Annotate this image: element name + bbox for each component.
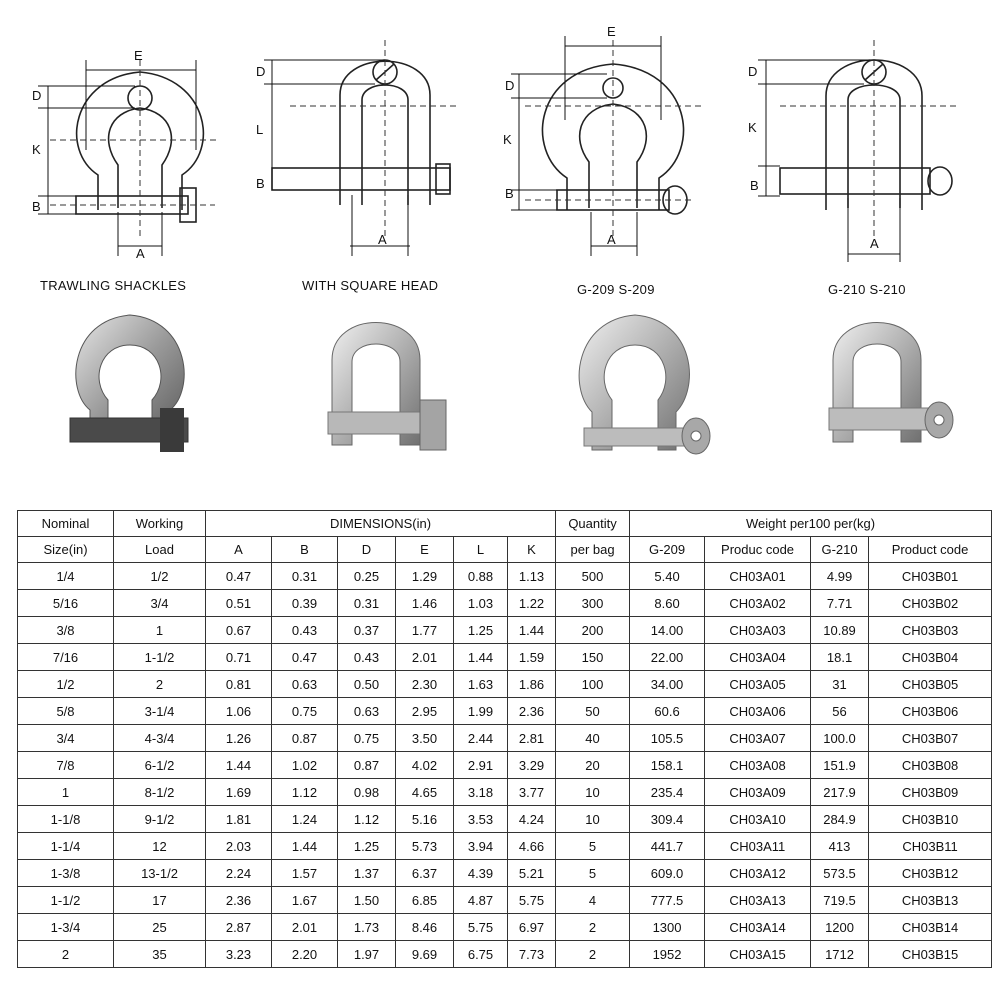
cell-working-load: 35: [114, 941, 206, 968]
table-row: [18, 833, 992, 860]
cell-dim-a: 1.81: [206, 806, 272, 833]
cell-nominal-size: 7/8: [18, 752, 114, 779]
cell-dim-a: 0.81: [206, 671, 272, 698]
cell-dim-d: 1.37: [338, 860, 396, 887]
cell-quantity: 5: [556, 860, 630, 887]
cell-dim-d: 1.50: [338, 887, 396, 914]
dim-label-a: A: [607, 232, 616, 247]
dim-label-b: B: [505, 186, 514, 201]
cell-dim-l: 3.94: [454, 833, 508, 860]
cell-dim-a: 1.06: [206, 698, 272, 725]
photo-trawling-shackle: [60, 300, 200, 470]
table-body: [18, 563, 992, 968]
cell-dim-a: 0.67: [206, 617, 272, 644]
cell-dim-l: 6.75: [454, 941, 508, 968]
cell-g210-weight: 1200: [811, 914, 869, 941]
cell-dim-a: 0.47: [206, 563, 272, 590]
cell-dim-e: 1.77: [396, 617, 454, 644]
cell-g209-weight: 14.00: [630, 617, 705, 644]
cell-dim-d: 0.63: [338, 698, 396, 725]
cell-dim-b: 0.47: [272, 644, 338, 671]
cell-dim-b: 2.01: [272, 914, 338, 941]
cell-g210-code: CH03B08: [869, 752, 992, 779]
col-g210-weight: G-210: [811, 537, 869, 563]
cell-g210-weight: 18.1: [811, 644, 869, 671]
table-row: [18, 752, 992, 779]
cell-quantity: 10: [556, 806, 630, 833]
col-nominal-size-unit: Size(in): [18, 537, 114, 563]
dim-label-d: D: [32, 88, 42, 103]
cell-g210-weight: 1712: [811, 941, 869, 968]
cell-dim-b: 1.02: [272, 752, 338, 779]
cell-g210-code: CH03B12: [869, 860, 992, 887]
dim-label-l: L: [256, 122, 264, 137]
cell-dim-a: 0.51: [206, 590, 272, 617]
dim-label-d: D: [505, 78, 515, 93]
col-dim-a: A: [206, 537, 272, 563]
cell-dim-k: 5.21: [508, 860, 556, 887]
diagram-trawling-shackle: [20, 0, 250, 300]
cell-dim-b: 0.31: [272, 563, 338, 590]
cell-dim-d: 0.50: [338, 671, 396, 698]
cell-dim-l: 3.18: [454, 779, 508, 806]
cell-g209-code: CH03A13: [705, 887, 811, 914]
dim-label-b: B: [750, 178, 759, 193]
table-row: [18, 698, 992, 725]
table-header: [18, 511, 992, 563]
cell-dim-d: 1.12: [338, 806, 396, 833]
cell-nominal-size: 3/8: [18, 617, 114, 644]
cell-dim-d: 0.31: [338, 590, 396, 617]
cell-g210-code: CH03B15: [869, 941, 992, 968]
square-head-shackle-drawing: [250, 0, 480, 270]
cell-g209-weight: 441.7: [630, 833, 705, 860]
cell-working-load: 3-1/4: [114, 698, 206, 725]
cell-dim-a: 2.36: [206, 887, 272, 914]
col-nominal-size: Nominal: [18, 511, 114, 537]
cell-quantity: 200: [556, 617, 630, 644]
cell-quantity: 500: [556, 563, 630, 590]
cell-quantity: 5: [556, 833, 630, 860]
cell-nominal-size: 1/4: [18, 563, 114, 590]
cell-g209-code: CH03A11: [705, 833, 811, 860]
cell-dim-a: 0.71: [206, 644, 272, 671]
col-g210-code: Product code: [869, 537, 992, 563]
cell-g210-weight: 573.5: [811, 860, 869, 887]
cell-nominal-size: 1-1/2: [18, 887, 114, 914]
cell-g210-weight: 7.71: [811, 590, 869, 617]
diagram-g210-shackle: [740, 0, 990, 300]
cell-g209-weight: 309.4: [630, 806, 705, 833]
diagram-caption: G-210 S-210: [828, 282, 906, 297]
cell-g210-code: CH03B01: [869, 563, 992, 590]
col-quantity: Quantity: [556, 511, 630, 537]
cell-g209-weight: 1300: [630, 914, 705, 941]
cell-working-load: 4-3/4: [114, 725, 206, 752]
col-dim-d: D: [338, 537, 396, 563]
cell-nominal-size: 5/8: [18, 698, 114, 725]
cell-working-load: 13-1/2: [114, 860, 206, 887]
cell-dim-d: 0.43: [338, 644, 396, 671]
cell-dim-l: 4.39: [454, 860, 508, 887]
cell-dim-d: 0.87: [338, 752, 396, 779]
cell-dim-e: 2.95: [396, 698, 454, 725]
cell-g210-weight: 56: [811, 698, 869, 725]
cell-g209-weight: 777.5: [630, 887, 705, 914]
cell-nominal-size: 1-3/8: [18, 860, 114, 887]
cell-dim-k: 5.75: [508, 887, 556, 914]
photo-g209-shackle: [570, 300, 720, 470]
cell-dim-e: 6.37: [396, 860, 454, 887]
dim-label-k: K: [748, 120, 757, 135]
cell-g209-code: CH03A10: [705, 806, 811, 833]
cell-g209-weight: 34.00: [630, 671, 705, 698]
cell-dim-d: 0.98: [338, 779, 396, 806]
cell-quantity: 100: [556, 671, 630, 698]
cell-g209-weight: 105.5: [630, 725, 705, 752]
cell-dim-k: 6.97: [508, 914, 556, 941]
cell-nominal-size: 1: [18, 779, 114, 806]
col-dim-l: L: [454, 537, 508, 563]
col-dim-e: E: [396, 537, 454, 563]
cell-dim-e: 4.65: [396, 779, 454, 806]
cell-dim-k: 4.24: [508, 806, 556, 833]
cell-dim-e: 6.85: [396, 887, 454, 914]
cell-g209-weight: 60.6: [630, 698, 705, 725]
cell-g209-weight: 609.0: [630, 860, 705, 887]
cell-g209-code: CH03A06: [705, 698, 811, 725]
cell-g210-code: CH03B13: [869, 887, 992, 914]
cell-dim-b: 1.44: [272, 833, 338, 860]
table-row: [18, 806, 992, 833]
col-dim-k: K: [508, 537, 556, 563]
cell-quantity: 20: [556, 752, 630, 779]
cell-g210-weight: 31: [811, 671, 869, 698]
cell-g209-weight: 5.40: [630, 563, 705, 590]
col-dimensions: DIMENSIONS(in): [206, 511, 556, 537]
cell-quantity: 4: [556, 887, 630, 914]
cell-dim-l: 2.91: [454, 752, 508, 779]
cell-working-load: 6-1/2: [114, 752, 206, 779]
cell-dim-e: 3.50: [396, 725, 454, 752]
cell-dim-k: 1.86: [508, 671, 556, 698]
cell-dim-l: 1.03: [454, 590, 508, 617]
cell-g209-code: CH03A03: [705, 617, 811, 644]
cell-dim-l: 0.88: [454, 563, 508, 590]
col-weight: Weight per100 per(kg): [630, 511, 992, 537]
specification-table: [17, 510, 992, 968]
cell-dim-b: 1.57: [272, 860, 338, 887]
cell-dim-a: 3.23: [206, 941, 272, 968]
cell-dim-k: 1.13: [508, 563, 556, 590]
cell-dim-a: 2.03: [206, 833, 272, 860]
cell-g210-weight: 413: [811, 833, 869, 860]
cell-g209-weight: 158.1: [630, 752, 705, 779]
cell-working-load: 1/2: [114, 563, 206, 590]
table-row: [18, 563, 992, 590]
cell-quantity: 2: [556, 914, 630, 941]
cell-dim-b: 0.39: [272, 590, 338, 617]
diagram-square-head-shackle: [250, 0, 480, 300]
table-row: [18, 941, 992, 968]
cell-g210-code: CH03B09: [869, 779, 992, 806]
cell-quantity: 2: [556, 941, 630, 968]
cell-dim-a: 2.24: [206, 860, 272, 887]
cell-working-load: 1: [114, 617, 206, 644]
diagram-caption: WITH SQUARE HEAD: [302, 278, 439, 293]
cell-dim-d: 1.25: [338, 833, 396, 860]
cell-g210-code: CH03B05: [869, 671, 992, 698]
dim-label-e: E: [134, 48, 143, 63]
cell-dim-b: 1.24: [272, 806, 338, 833]
dim-label-b: B: [256, 176, 265, 191]
table-row: [18, 590, 992, 617]
cell-quantity: 40: [556, 725, 630, 752]
cell-g209-code: CH03A09: [705, 779, 811, 806]
diagram-caption: TRAWLING SHACKLES: [40, 278, 187, 293]
table-row: [18, 644, 992, 671]
cell-dim-b: 2.20: [272, 941, 338, 968]
cell-g210-code: CH03B04: [869, 644, 992, 671]
cell-working-load: 12: [114, 833, 206, 860]
cell-dim-k: 1.44: [508, 617, 556, 644]
diagram-g209-shackle: [495, 0, 735, 300]
cell-dim-e: 2.30: [396, 671, 454, 698]
cell-g210-code: CH03B03: [869, 617, 992, 644]
cell-dim-e: 9.69: [396, 941, 454, 968]
cell-dim-e: 1.29: [396, 563, 454, 590]
cell-working-load: 1-1/2: [114, 644, 206, 671]
cell-dim-l: 1.99: [454, 698, 508, 725]
cell-working-load: 2: [114, 671, 206, 698]
cell-dim-e: 8.46: [396, 914, 454, 941]
cell-dim-b: 0.43: [272, 617, 338, 644]
cell-nominal-size: 3/4: [18, 725, 114, 752]
cell-g210-weight: 719.5: [811, 887, 869, 914]
cell-g210-code: CH03B07: [869, 725, 992, 752]
cell-dim-b: 0.75: [272, 698, 338, 725]
cell-dim-l: 3.53: [454, 806, 508, 833]
cell-g210-weight: 284.9: [811, 806, 869, 833]
cell-g210-weight: 10.89: [811, 617, 869, 644]
cell-dim-d: 0.37: [338, 617, 396, 644]
photo-square-head-shackle: [320, 300, 460, 470]
cell-g209-weight: 1952: [630, 941, 705, 968]
table-row: [18, 725, 992, 752]
cell-g209-code: CH03A04: [705, 644, 811, 671]
cell-dim-k: 7.73: [508, 941, 556, 968]
cell-dim-d: 1.73: [338, 914, 396, 941]
cell-dim-e: 5.16: [396, 806, 454, 833]
cell-dim-k: 1.59: [508, 644, 556, 671]
cell-dim-l: 5.75: [454, 914, 508, 941]
cell-quantity: 300: [556, 590, 630, 617]
cell-dim-d: 0.25: [338, 563, 396, 590]
table-row: [18, 914, 992, 941]
dim-label-b: B: [32, 199, 41, 214]
cell-g209-code: CH03A15: [705, 941, 811, 968]
cell-g210-code: CH03B06: [869, 698, 992, 725]
cell-dim-k: 4.66: [508, 833, 556, 860]
dim-label-d: D: [748, 64, 758, 79]
cell-g210-weight: 151.9: [811, 752, 869, 779]
cell-dim-k: 2.81: [508, 725, 556, 752]
cell-quantity: 50: [556, 698, 630, 725]
cell-dim-b: 0.87: [272, 725, 338, 752]
dim-label-k: K: [503, 132, 512, 147]
cell-dim-a: 1.44: [206, 752, 272, 779]
cell-dim-l: 1.25: [454, 617, 508, 644]
dim-label-k: K: [32, 142, 41, 157]
cell-nominal-size: 5/16: [18, 590, 114, 617]
cell-dim-a: 1.69: [206, 779, 272, 806]
cell-g210-code: CH03B11: [869, 833, 992, 860]
cell-g209-code: CH03A01: [705, 563, 811, 590]
cell-dim-b: 1.67: [272, 887, 338, 914]
cell-working-load: 25: [114, 914, 206, 941]
col-g209-weight: G-209: [630, 537, 705, 563]
dim-label-d: D: [256, 64, 266, 79]
cell-g209-weight: 235.4: [630, 779, 705, 806]
cell-dim-k: 3.29: [508, 752, 556, 779]
dim-label-e: E: [607, 24, 616, 39]
cell-dim-e: 5.73: [396, 833, 454, 860]
cell-dim-b: 0.63: [272, 671, 338, 698]
g210-shackle-drawing: [740, 0, 990, 270]
cell-nominal-size: 7/16: [18, 644, 114, 671]
photo-g210-shackle: [825, 300, 975, 470]
cell-dim-k: 1.22: [508, 590, 556, 617]
trawling-shackle-drawing: [20, 0, 250, 270]
col-quantity-unit: per bag: [556, 537, 630, 563]
cell-g209-weight: 22.00: [630, 644, 705, 671]
cell-quantity: 150: [556, 644, 630, 671]
cell-g209-code: CH03A08: [705, 752, 811, 779]
cell-g209-code: CH03A02: [705, 590, 811, 617]
dim-label-a: A: [870, 236, 879, 251]
cell-g209-weight: 8.60: [630, 590, 705, 617]
cell-dim-d: 1.97: [338, 941, 396, 968]
dim-label-a: A: [136, 246, 145, 261]
cell-dim-k: 2.36: [508, 698, 556, 725]
cell-dim-b: 1.12: [272, 779, 338, 806]
cell-g209-code: CH03A07: [705, 725, 811, 752]
cell-g210-weight: 217.9: [811, 779, 869, 806]
col-working-load: Working: [114, 511, 206, 537]
cell-dim-k: 3.77: [508, 779, 556, 806]
cell-g209-code: CH03A14: [705, 914, 811, 941]
cell-g210-code: CH03B02: [869, 590, 992, 617]
table-row: [18, 887, 992, 914]
table-row: [18, 860, 992, 887]
cell-g210-weight: 4.99: [811, 563, 869, 590]
table-row: [18, 671, 992, 698]
cell-working-load: 3/4: [114, 590, 206, 617]
cell-dim-d: 0.75: [338, 725, 396, 752]
cell-g210-weight: 100.0: [811, 725, 869, 752]
col-dim-b: B: [272, 537, 338, 563]
cell-working-load: 8-1/2: [114, 779, 206, 806]
cell-g210-code: CH03B14: [869, 914, 992, 941]
cell-nominal-size: 2: [18, 941, 114, 968]
cell-working-load: 17: [114, 887, 206, 914]
cell-nominal-size: 1-3/4: [18, 914, 114, 941]
cell-g209-code: CH03A12: [705, 860, 811, 887]
cell-nominal-size: 1-1/8: [18, 806, 114, 833]
table-row: [18, 779, 992, 806]
dim-label-a: A: [378, 232, 387, 247]
cell-dim-l: 2.44: [454, 725, 508, 752]
cell-g210-code: CH03B10: [869, 806, 992, 833]
table-row: [18, 617, 992, 644]
cell-quantity: 10: [556, 779, 630, 806]
cell-working-load: 9-1/2: [114, 806, 206, 833]
cell-dim-e: 4.02: [396, 752, 454, 779]
cell-nominal-size: 1-1/4: [18, 833, 114, 860]
col-working-load-unit: Load: [114, 537, 206, 563]
cell-g209-code: CH03A05: [705, 671, 811, 698]
cell-dim-l: 1.63: [454, 671, 508, 698]
col-g209-code: Produc code: [705, 537, 811, 563]
g209-shackle-drawing: [495, 0, 735, 270]
diagram-caption: G-209 S-209: [577, 282, 655, 297]
cell-dim-a: 2.87: [206, 914, 272, 941]
cell-dim-e: 1.46: [396, 590, 454, 617]
cell-dim-l: 1.44: [454, 644, 508, 671]
cell-dim-l: 4.87: [454, 887, 508, 914]
cell-nominal-size: 1/2: [18, 671, 114, 698]
cell-dim-a: 1.26: [206, 725, 272, 752]
cell-dim-e: 2.01: [396, 644, 454, 671]
